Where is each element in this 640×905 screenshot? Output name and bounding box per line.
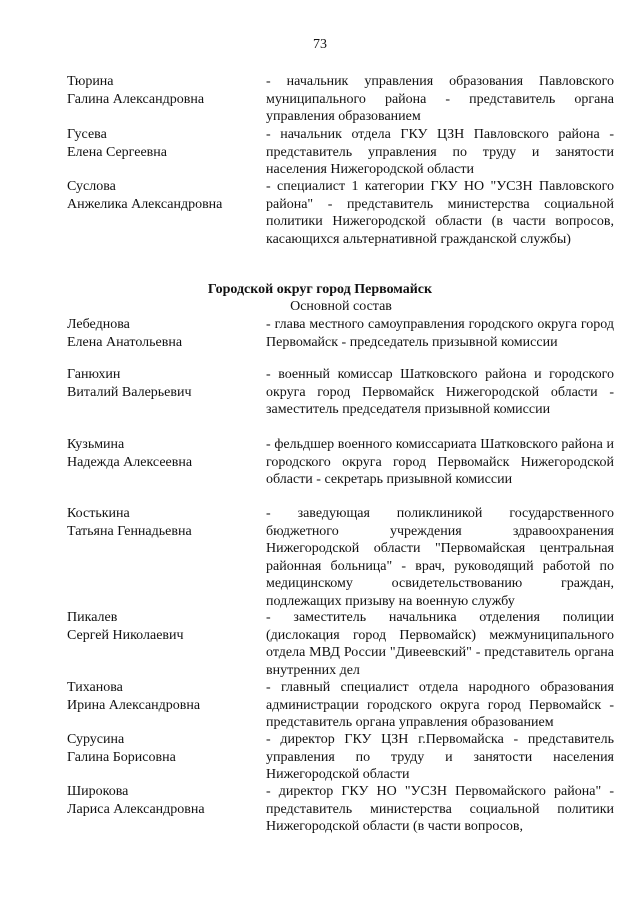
member-surname: Гусева: [67, 127, 107, 142]
member-given-name: Анжелика Александровна: [67, 196, 223, 212]
member-role: - глава местного самоуправления городского округа город Первомайск - председатель призывной комиссии: [266, 317, 614, 350]
member-name: [67, 436, 257, 471]
member-name: [67, 731, 257, 766]
member-name: [67, 126, 257, 161]
member-name: [67, 505, 257, 540]
section-title: Городской округ город Первомайск: [207, 282, 433, 297]
member-surname: Пикалев: [67, 610, 118, 625]
member-surname: Сурусина: [67, 732, 125, 747]
member-given-name: Виталий Валерьевич: [67, 384, 192, 400]
member-name: [67, 73, 257, 108]
member-role: - специалист 1 категории ГКУ НО "УСЗН Павловского района" - представитель министерства социальной политики Нижегородской области (в части вопросов, касающихся альтернативной гражданской службы): [266, 179, 614, 247]
member-surname: Кузьмина: [67, 437, 125, 452]
member-role: - заведующая поликлиникой государственного бюджетного учреждения здравоохранения Нижегородской области "Первомайская центральная районная больница" - врач, руководящий работой по медицинскому освидетельствованию граждан, подлежащих призыву на военную службу: [266, 506, 614, 609]
member-role: - директор ГКУ НО "УСЗН Первомайского района" - представитель министерства социальной политики Нижегородской области (в части вопросов,: [266, 784, 614, 835]
member-surname: Широкова: [67, 784, 129, 799]
member-given-name: Лариса Александровна: [67, 801, 205, 817]
member-role: - фельдшер военного комиссариата Шатковского района и городского округа город Первомайск Нижегородской области - секретарь призывной комиссии: [266, 437, 614, 488]
member-role: - начальник управления образования Павловского муниципального района - представитель органа управления образованием: [266, 74, 614, 125]
member-given-name: Елена Сергеевна: [67, 144, 167, 160]
member-name: [67, 679, 257, 714]
member-name: [67, 178, 257, 213]
member-surname: Тиханова: [67, 680, 123, 695]
member-surname: Ганюхин: [67, 367, 121, 382]
member-name: [67, 609, 257, 644]
member-given-name: Сергей Николаевич: [67, 627, 184, 643]
member-surname: Тюрина: [67, 74, 114, 89]
member-surname: Суслова: [67, 179, 116, 194]
member-role: - заместитель начальника отделения полиции (дислокация город Первомайск) межмуниципального отдела МВД России "Дивеевский" - представитель органа внутренних дел: [266, 610, 614, 678]
member-name: [67, 316, 257, 351]
member-given-name: Галина Александровна: [67, 91, 205, 107]
member-given-name: Татьяна Геннадьевна: [67, 523, 192, 539]
member-role: - директор ГКУ ЦЗН г.Первомайска - представитель управления по труду и занятости населения Нижегородской области: [266, 732, 614, 783]
member-surname: Костькина: [67, 506, 130, 521]
member-role: - начальник отдела ГКУ ЦЗН Павловского района - представитель управления по труду и занятости населения Нижегородской области: [266, 127, 614, 178]
member-given-name: Галина Борисовна: [67, 749, 176, 765]
member-given-name: Елена Анатольевна: [67, 334, 183, 350]
member-role: - главный специалист отдела народного образования администрации городского округа город Первомайск - представитель органа управления образованием: [266, 680, 614, 731]
member-name: [67, 366, 257, 401]
member-surname: Лебеднова: [67, 317, 130, 332]
subsection-title: Основной состав: [290, 299, 392, 314]
page-number: 73: [313, 37, 327, 52]
member-name: [67, 783, 257, 818]
member-role: - военный комиссар Шатковского района и городского округа город Первомайск Нижегородской области - заместитель председателя призывной комиссии: [266, 367, 614, 418]
member-given-name: Ирина Александровна: [67, 697, 201, 713]
member-given-name: Надежда Алексеевна: [67, 454, 193, 470]
